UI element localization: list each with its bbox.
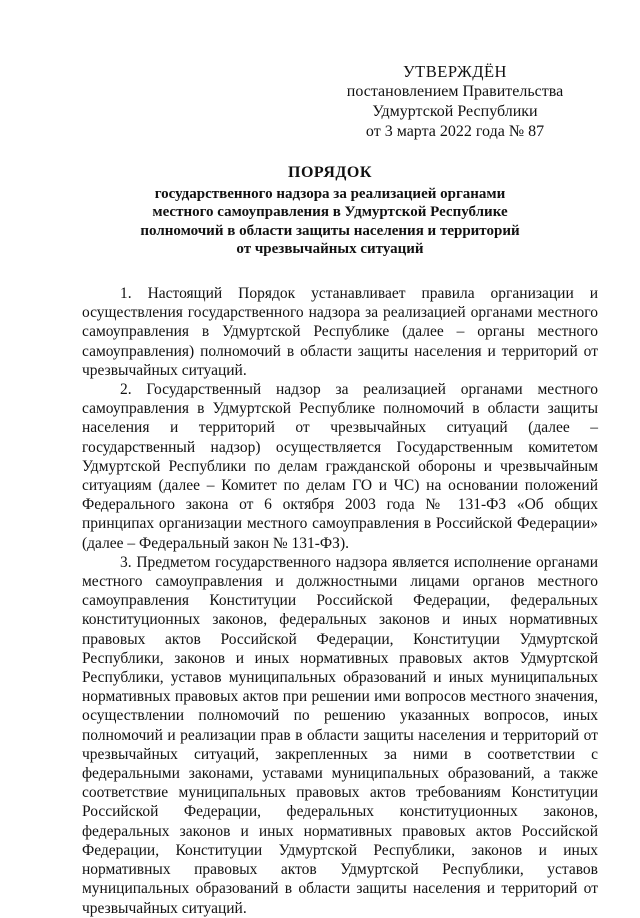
paragraph-3: 3. Предметом государственного надзора является исполнение органами местного самоуправления и должностными лицами органов местного самоуправления Конституции Российской Федерации, федеральных конституционных законов, федеральных законов и иных нормативных правовых актов Российской Федерации, Конституции Удмуртской Республики, законов и иных нормативных правовых актов Удмуртской Республики, уставов муниципальных образований и иных муниципальных нормативных правовых актов при решении ими вопросов местного значения, осуществлении полномочий по решению указанных вопросов, иных полномочий и реализации прав в области защиты населения и территорий от чрезвычайных ситуаций, закрепленных за ними в соответствии с федеральными законами, уставами муниципальных образований, а также соответствие муниципальных правовых актов требованиям Конституции Российской Федерации, федеральных конституционных законов, федеральных законов и иных нормативных правовых актов Российской Федерации, Конституции Удмуртской Республики, законов и иных нормативных правовых актов Удмуртской Республики, уставов муниципальных образований в области защиты населения и территорий от чрезвычайных ситуаций.: [82, 553, 598, 917]
approval-stamp: УТВЕРЖДЁН: [403, 62, 507, 81]
document-title: ПОРЯДОК: [288, 164, 372, 181]
approval-line-1: постановлением Правительства: [346, 83, 564, 100]
document-body: [82, 284, 598, 918]
approval-line-3: от 3 марта 2022 года № 87: [365, 123, 545, 140]
paragraph-1: 1. Настоящий Порядок устанавливает правила организации и осуществления государственного надзора за реализацией органами местного самоуправления в Удмуртской Республике (далее – органы местного самоуправления) полномочий в области защиты населения и территорий от чрезвычайных ситуаций.: [82, 285, 598, 379]
document-title-block: [100, 164, 560, 259]
title-line-3: полномочий в области защиты населения и территорий: [140, 222, 520, 239]
title-line-2: местного самоуправления в Удмуртской Республике: [152, 204, 508, 220]
approval-line-2: Удмуртской Республики: [372, 103, 538, 120]
approval-stamp-block: [330, 62, 580, 142]
title-line-1: государственного надзора за реализацией органами: [154, 185, 506, 202]
paragraph-2: 2. Государственный надзор за реализацией органами местного самоуправления в Удмуртской Республике полномочий в области защиты населения и территорий от чрезвычайных ситуаций (далее – государственный надзор) осуществляется Государственным комитетом Удмуртской Республики по делам гражданской обороны и чрезвычайным ситуациям (далее – Комитет по делам ГО и ЧС) на основании положений Федерального закона от 6 октября 2003 года № 131-ФЗ «Об общих принципах организации местного самоуправления в Российской Федерации» (далее – Федеральный закон № 131-ФЗ).: [82, 381, 598, 552]
title-line-4: от чрезвычайных ситуаций: [236, 241, 424, 257]
